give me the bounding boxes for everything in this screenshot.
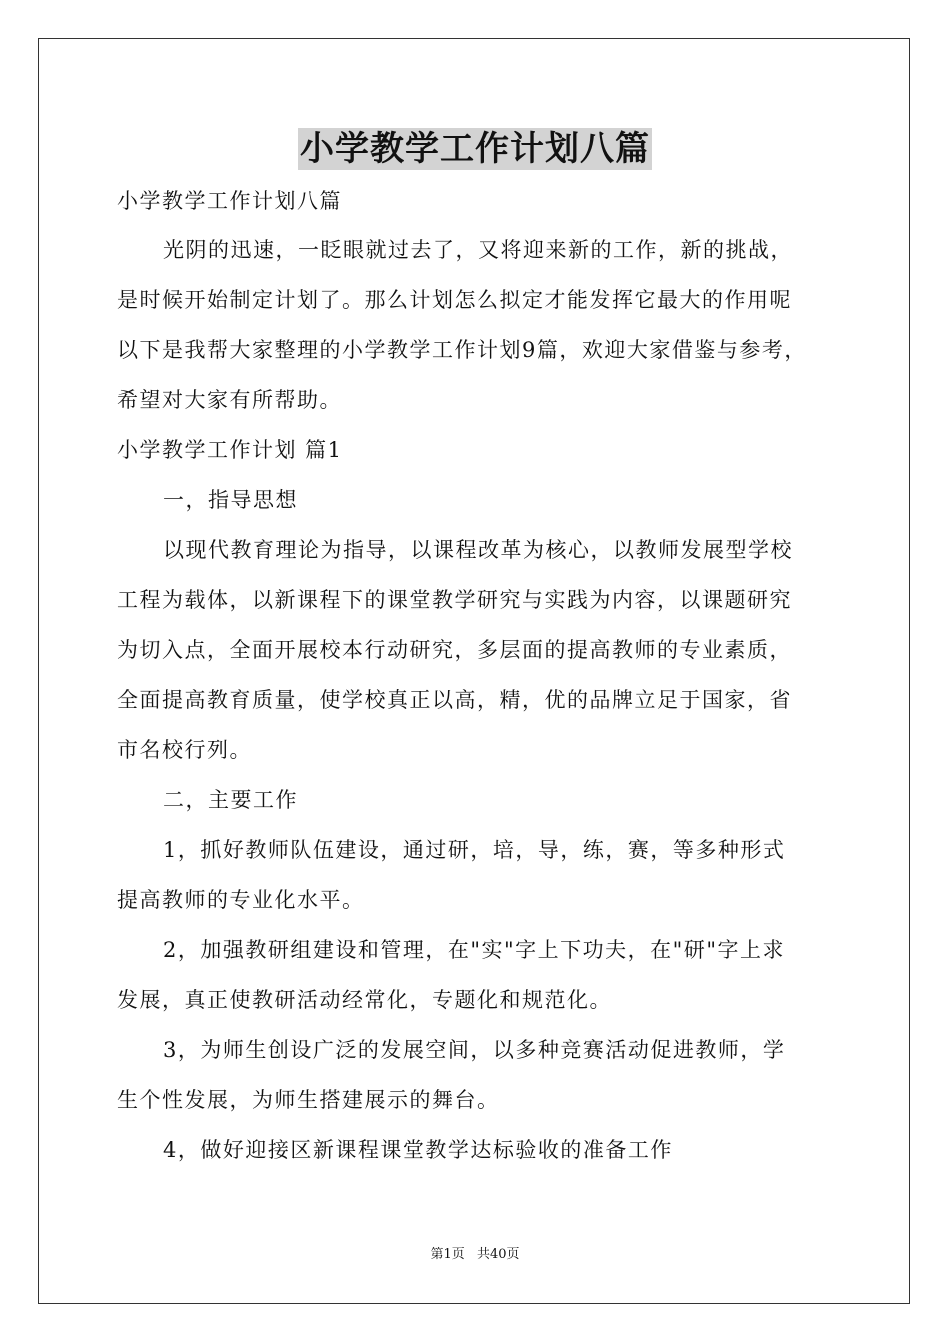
document-title: 小学教学工作计划八篇 — [300, 129, 650, 169]
paragraph-line: 提高教师的专业化水平。 — [117, 888, 365, 912]
title-container — [0, 128, 950, 170]
subsection-heading: 二，主要工作 — [163, 788, 298, 812]
paragraph-line: 工程为载体，以新课程下的课堂教学研究与实践为内容，以课题研究 — [117, 588, 792, 612]
section-heading: 小学教学工作计划 篇1 — [117, 438, 343, 462]
paragraph-line: 4，做好迎接区新课程课堂教学达标验收的准备工作 — [163, 1138, 673, 1162]
paragraph-line: 以下是我帮大家整理的小学教学工作计划9篇，欢迎大家借鉴与参考， — [117, 338, 807, 362]
paragraph-line: 希望对大家有所帮助。 — [117, 388, 342, 412]
paragraph-line: 生个性发展，为师生搭建展示的舞台。 — [117, 1088, 500, 1112]
paragraph-line: 光阴的迅速，一眨眼就过去了，又将迎来新的工作，新的挑战， — [163, 238, 793, 262]
page-number: 第1页 — [430, 1247, 465, 1262]
paragraph-line: 以现代教育理论为指导，以课程改革为核心，以教师发展型学校 — [163, 538, 793, 562]
subtitle-line: 小学教学工作计划八篇 — [117, 189, 342, 213]
paragraph-line: 市名校行列。 — [117, 738, 252, 762]
page-border — [38, 38, 910, 1304]
paragraph-line: 为切入点，全面开展校本行动研究，多层面的提高教师的专业素质， — [117, 638, 792, 662]
paragraph-line: 是时候开始制定计划了。那么计划怎么拟定才能发挥它最大的作用呢 — [117, 288, 792, 312]
paragraph-line: 发展，真正使教研活动经常化，专题化和规范化。 — [117, 988, 612, 1012]
paragraph-line: 1，抓好教师队伍建设，通过研，培，导，练，赛，等多种形式 — [163, 838, 786, 862]
paragraph-line: 2，加强教研组建设和管理，在"实"字上下功夫，在"研"字上求 — [163, 938, 785, 962]
paragraph-line: 全面提高教育质量，使学校真正以高，精，优的品牌立足于国家，省 — [117, 688, 792, 712]
paragraph-line: 3，为师生创设广泛的发展空间，以多种竞赛活动促进教师，学 — [163, 1038, 786, 1062]
subsection-heading: 一，指导思想 — [163, 488, 298, 512]
page-total: 共40页 — [476, 1247, 520, 1262]
page-footer — [0, 1246, 950, 1264]
